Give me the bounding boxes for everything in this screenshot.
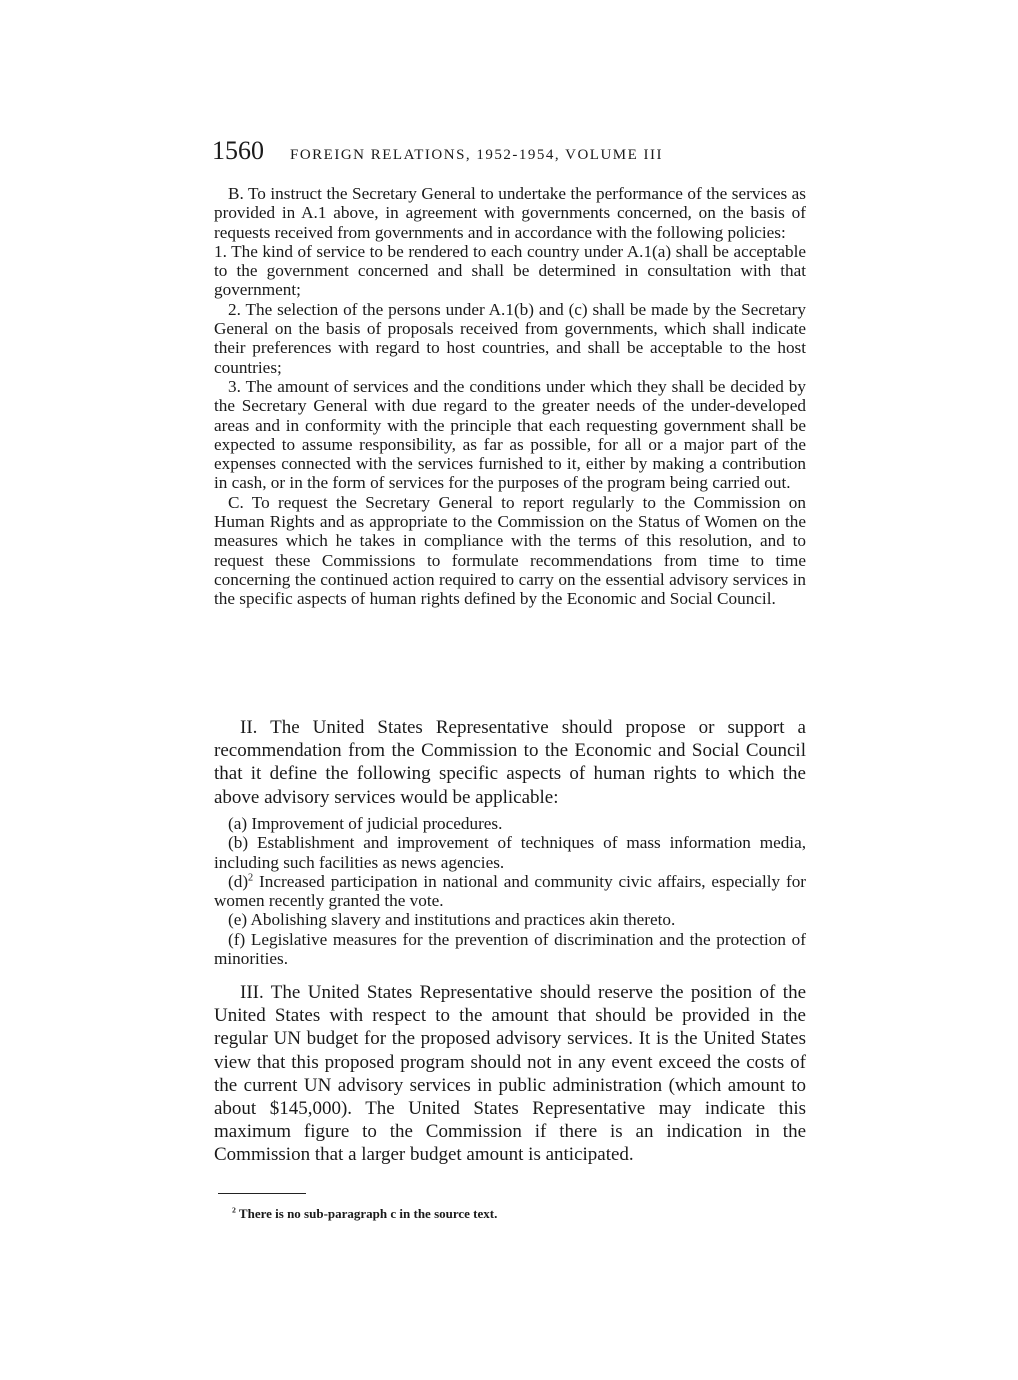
aspect-item-f xyxy=(214,930,806,969)
section-b-block xyxy=(214,184,806,609)
footnote-reference: 2 xyxy=(248,872,254,884)
aspect-item-a xyxy=(214,814,806,833)
aspect-label: (e) xyxy=(228,910,248,930)
aspect-text: Legislative measures for the prevention of discrimination and the protection of minorities. xyxy=(214,929,806,969)
aspect-label: (d) xyxy=(228,871,249,891)
aspect-text: Improvement of judicial procedures. xyxy=(251,814,503,833)
aspect-item-d xyxy=(214,872,806,911)
section-b-intro: B. To instruct the Secretary General to undertake the performance of the services as provided in A.1 above, in agreement with governments concerned, on the basis of requests received from governments and in accordance with the following policies: xyxy=(214,184,806,242)
policy-3: 3. The amount of services and the conditions under which they shall be decided by the Secretary General with due regard to the greater needs of the under-developed areas and in conformity with the principle that each requesting government shall be expected to assume responsibility, as far as possible, for all or a major part of the expenses connected with the services furnished to it, either by making a contribution in cash, or in the form of services for the purposes of the program being carried out. xyxy=(214,376,806,493)
policy-2: 2. The selection of the persons under A.1(b) and (c) shall be made by the Secretary General on the basis of proposals received from governments, which shall indicate their preferences with regard to host countries, and shall be acceptable to the host countries; xyxy=(214,299,806,377)
footnote-mark: 2 xyxy=(232,1205,236,1215)
footnote xyxy=(232,1206,497,1222)
aspect-item-e xyxy=(214,910,806,929)
aspect-text: Abolishing slavery and institutions and practices akin thereto. xyxy=(250,910,676,930)
aspect-text: Increased participation in national and community civic affairs, especially for women recently granted the vote. xyxy=(214,871,807,911)
footnote-text: There is no sub-paragraph c in the source text. xyxy=(238,1206,498,1221)
page-number: 1560 xyxy=(212,136,264,165)
section-ii-block xyxy=(214,716,806,809)
aspect-label: (b) xyxy=(228,833,249,853)
running-head: FOREIGN RELATIONS, 1952-1954, VOLUME III xyxy=(290,147,664,163)
aspect-text: Establishment and improvement of techniques of mass information media, including such facilities as news agencies. xyxy=(214,833,806,872)
section-ii-paragraph: II. The United States Representative should propose or support a recommendation from the Commission to the Economic and Social Council that it define the following specific aspects of human rights to which the above advisory services would be applicable: xyxy=(214,717,806,808)
section-iii-paragraph: III. The United States Representative should reserve the position of the United States with respect to the amount that should be provided in the regular UN budget for the proposed advisory services. It is the United States view that this proposed program should not in any event exceed the costs of the current UN advisory services in public administration (which amount to about $145,000). The United States Representative may indicate this maximum figure to the Commission if there is an indication in the Commission that a larger budget amount is anticipated. xyxy=(214,982,806,1166)
page-header xyxy=(212,136,812,166)
aspect-item-b xyxy=(214,833,806,872)
section-iii-block xyxy=(214,981,806,1167)
aspects-list xyxy=(214,814,806,968)
section-c-paragraph: C. To request the Secretary General to report regularly to the Commission on Human Rights and as appropriate to the Commission on the Status of Women on the measures which he takes in compliance with the terms of this resolution, and to request these Commissions to formulate recommendations from time to time concerning the continued action required to carry on the essential advisory services in the specific aspects of human rights defined by the Economic and Social Council. xyxy=(214,492,806,609)
footnote-rule xyxy=(218,1193,306,1194)
aspect-label: (a) xyxy=(228,814,248,833)
aspect-label: (f) xyxy=(228,929,246,949)
policy-1: 1. The kind of service to be rendered to each country under A.1(a) shall be acceptable to the government concerned and shall be determined in consultation with that government; xyxy=(214,241,806,300)
